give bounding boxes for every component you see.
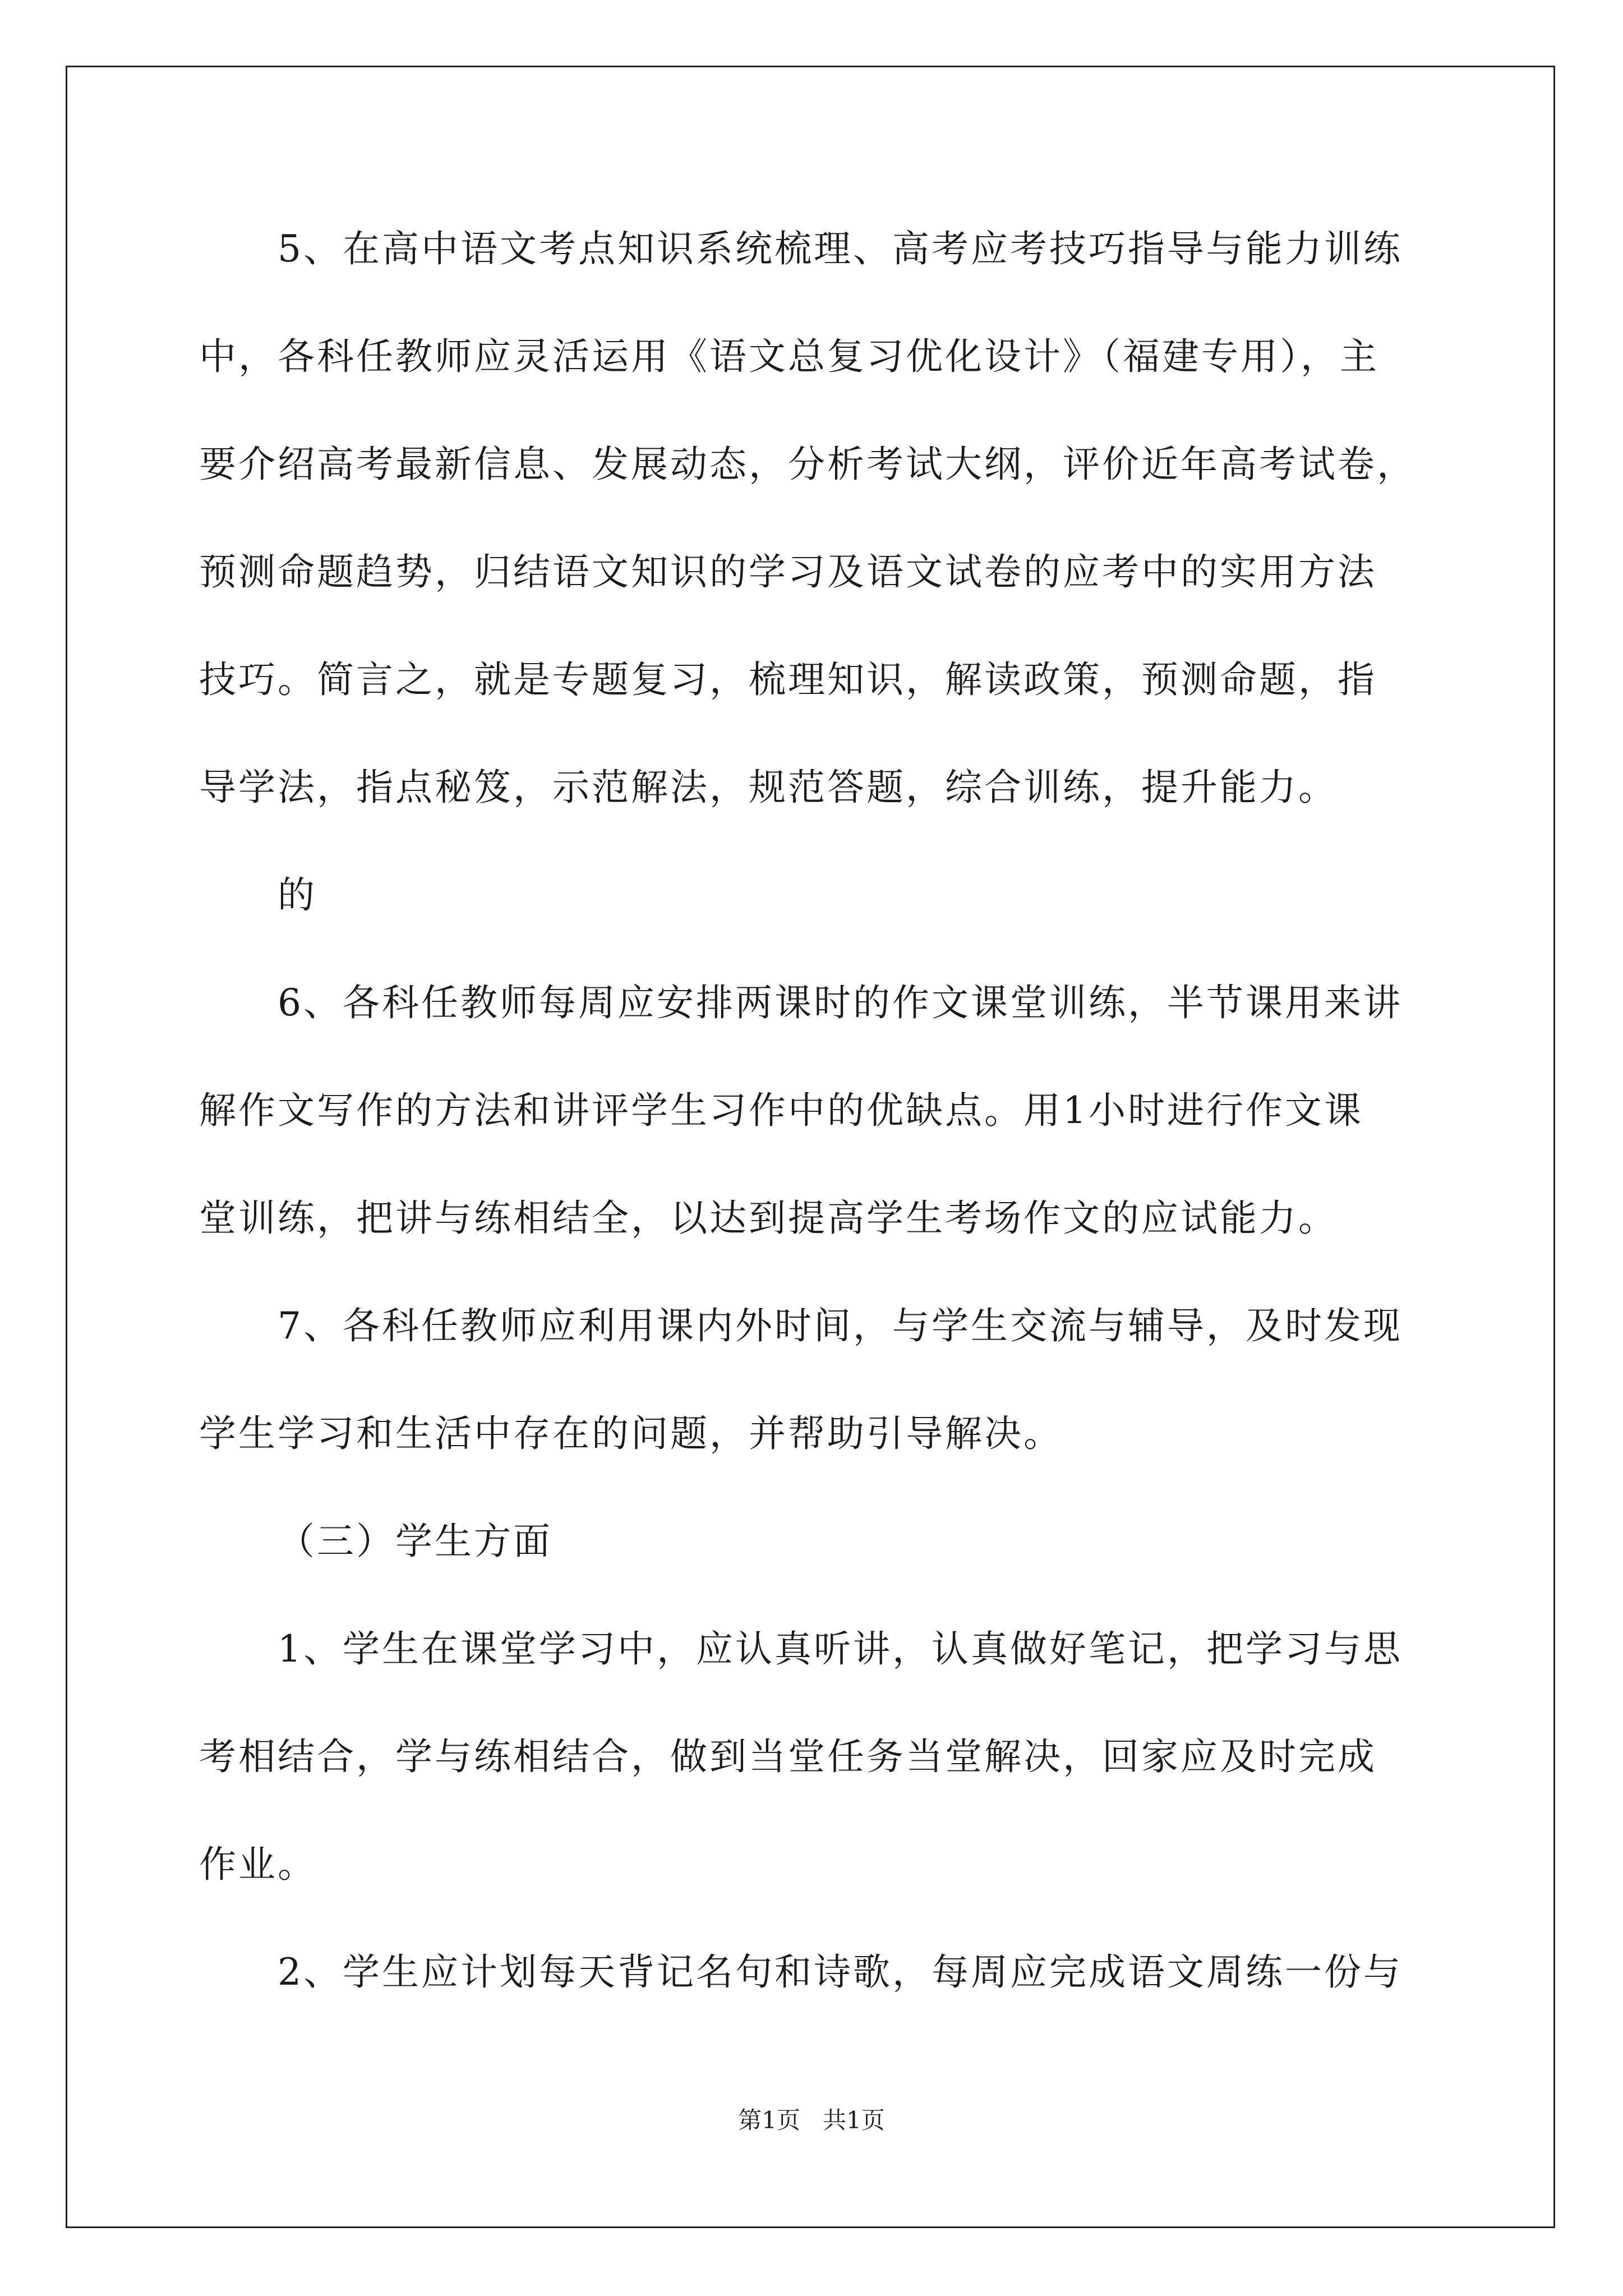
paragraph-5-line-3: 要介绍高考最新信息、发展动态，分析考试大纲，评价近年高考试卷，	[199, 443, 1416, 486]
paragraph-7-line-2: 学生学习和生活中存在的问题，并帮助引导解决。	[199, 1412, 1063, 1455]
paragraph-5-line-1: 5、在高中语文考点知识系统梳理、高考应考技巧指导与能力训练	[278, 227, 1403, 270]
student-item-1-line-2: 考相结合，学与练相结合，做到当堂任务当堂解决，回家应及时完成	[199, 1735, 1377, 1778]
student-item-2-line-1: 2、学生应计划每天背记名句和诗歌，每周应完成语文周练一份与	[278, 1950, 1403, 1994]
paragraph-5-line-6: 导学法，指点秘笈，示范解法，规范答题，综合训练，提升能力。	[199, 766, 1338, 809]
page-border	[66, 66, 1555, 2228]
paragraph-5-line-2: 中，各科任教师应灵活运用《语文总复习优化设计》（福建专用），主	[199, 335, 1379, 378]
page-number-footer: 第1页 共1页	[738, 2106, 885, 2134]
paragraph-6-line-1: 6、各科任教师每周应安排两课时的作文课堂训练，半节课用来讲	[278, 981, 1403, 1024]
paragraph-6-line-2: 解作文写作的方法和讲评学生习作中的优缺点。用1小时进行作文课	[199, 1089, 1363, 1132]
student-item-1-line-3: 作业。	[199, 1843, 317, 1886]
paragraph-6-line-3: 堂训练，把讲与练相结全，以达到提高学生考场作文的应试能力。	[199, 1197, 1338, 1240]
stray-character-line: 的	[278, 873, 317, 917]
paragraph-5-line-4: 预测命题趋势，归结语文知识的学习及语文试卷的应考中的实用方法	[199, 550, 1377, 593]
paragraph-5-line-5: 技巧。简言之，就是专题复习，梳理知识，解读政策，预测命题，指	[199, 658, 1377, 701]
section-heading-students: （三）学生方面	[278, 1520, 552, 1563]
paragraph-7-line-1: 7、各科任教师应利用课内外时间，与学生交流与辅导，及时发现	[278, 1304, 1403, 1347]
student-item-1-line-1: 1、学生在课堂学习中，应认真听讲，认真做好笔记，把学习与思	[278, 1627, 1403, 1671]
